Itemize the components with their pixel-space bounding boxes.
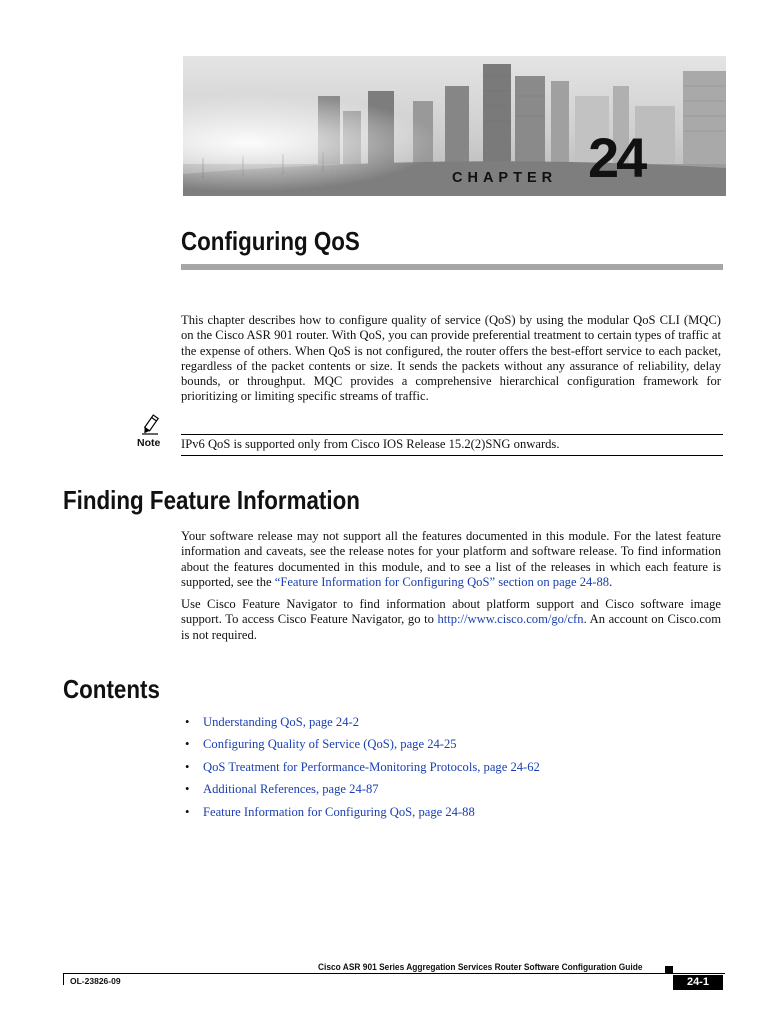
contents-link-understanding-qos[interactable]: Understanding QoS, page 24-2 (203, 715, 359, 729)
section-heading-finding-feature-information: Finding Feature Information (63, 485, 360, 515)
pencil-note-icon (139, 414, 161, 436)
feature-information-link[interactable]: “Feature Information for Configuring QoS” section on page 24-88 (274, 574, 610, 589)
bullet: • (185, 737, 190, 752)
page-number: 24-1 (673, 975, 723, 990)
contents-link-feature-information[interactable]: Feature Information for Configuring QoS, page 24-88 (203, 804, 475, 819)
contents-link-qos-treatment[interactable]: QoS Treatment for Performance-Monitoring Protocols, page 24-62 (203, 759, 540, 774)
intro-paragraph: This chapter describes how to configure quality of service (QoS) by using the modular QoS CLI (MQC) on the Cisco ASR 901 router. With QoS, you can provide preferential treatment to certain types of traffic at the expense of others. When QoS is not configured, the router offers the best-effort service to each packet, regardless of the packet contents or size. It sends the packets without any assurance of reliability, delay bounds, or throughput. MQC provides a comprehensive hierarchical configuration framework for prioritizing or limiting specific streams of traffic. (181, 313, 721, 404)
note-text: IPv6 QoS is supported only from Cisco IOS Release 15.2(2)SNG onwards. (181, 437, 560, 451)
section-heading-contents: Contents (63, 674, 160, 704)
note-label: Note (137, 437, 161, 449)
finding-paragraph-1 (181, 529, 721, 590)
list-item (185, 715, 540, 737)
finding-paragraph-2 (181, 597, 721, 643)
contents-list (185, 715, 540, 827)
footer-rule (63, 973, 725, 974)
chapter-title: Configuring QoS (181, 226, 360, 256)
contents-link-configuring-qos[interactable]: Configuring Quality of Service (QoS), page 24-25 (203, 737, 457, 752)
finding-p1-text: Your software release may not support all the features documented in this module. For the latest feature information and caveats, see the release notes for your platform and software release. To find information about the features documented in this module, and to see a list of the releases in which each feature is supported, see the (181, 529, 721, 589)
bullet: • (185, 759, 190, 774)
bullet: • (185, 804, 190, 819)
note-rule-bottom (181, 455, 723, 456)
list-item (185, 782, 540, 804)
contents-link-additional-references[interactable]: Additional References, page 24-87 (203, 782, 379, 797)
list-item (185, 805, 540, 827)
footer-document-number: OL-23826-09 (70, 976, 121, 986)
note-rule-top (181, 434, 723, 435)
footer-tick (63, 973, 64, 985)
finding-p2-text: Use Cisco Feature Navigator to find information about platform support and Cisco software image support. To access Cisco Feature Navigator, go to (181, 597, 721, 627)
list-item (185, 737, 540, 759)
bullet: • (185, 715, 190, 729)
bullet: • (185, 782, 190, 797)
chapter-label: CHAPTER (452, 170, 558, 186)
list-item (185, 760, 540, 782)
chapter-number: 24 (588, 126, 645, 189)
cisco-feature-navigator-link[interactable]: http://www.cisco.com/go/cfn (437, 612, 584, 627)
finding-p1-end: . (609, 574, 613, 589)
footer-guide-title: Cisco ASR 901 Series Aggregation Services Router Software Configuration Guide (318, 962, 643, 972)
finding-p2-end: . An account on Cisco.com is not required. (181, 612, 722, 642)
title-rule (181, 264, 723, 270)
